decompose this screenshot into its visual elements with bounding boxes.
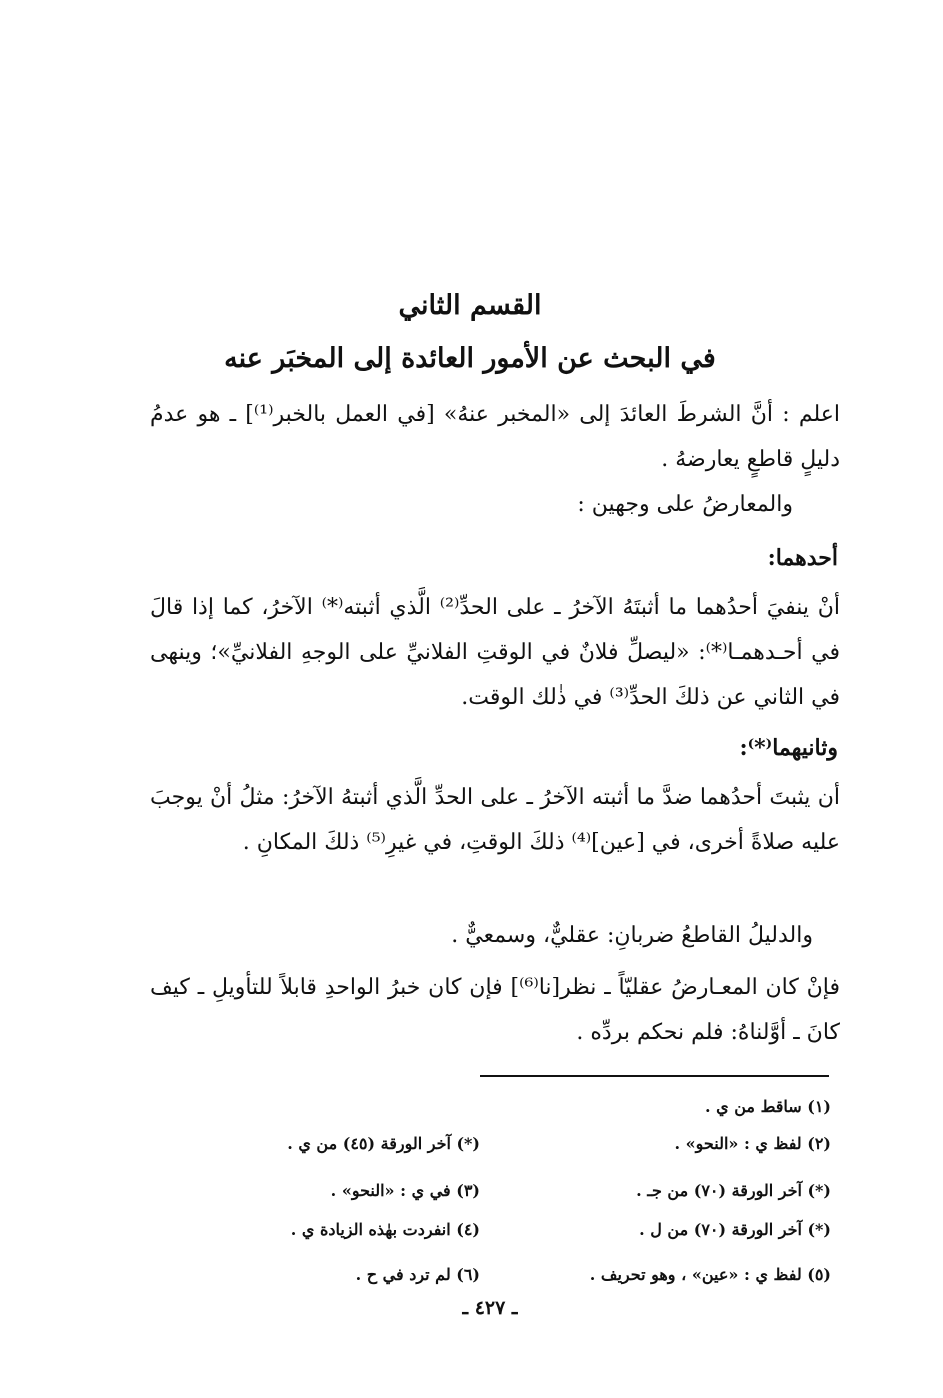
paragraph-2: والمعارضُ على وجهين : <box>577 492 793 517</box>
second-aspect-label: وثانيهما⁽*⁾: <box>739 735 838 761</box>
paragraph-1: اعلم : أنَّ الشرطَ العائدَ إلى «المخبر عنهُ» [في العمل بالخبر⁽¹⁾] ـ هو عدمُ دليلٍ قاطعٍ يعارضهُ . <box>150 402 840 472</box>
footnote-6: (٦) لم ترد في ح . <box>355 1265 480 1284</box>
chapter-title: في البحث عن الأمور العائدة إلى المخبَر عنه <box>224 343 716 374</box>
footnote-divider <box>480 1075 829 1077</box>
page-number: ـ ٤٢٧ ـ <box>462 1297 518 1319</box>
footnote-2: (٢) لفظ ي : «النحو» . <box>674 1134 831 1153</box>
paragraph-3: أنْ ينفيَ أحدُهما ما أثبتَهُ الآخرُ ـ على الحدِّ⁽²⁾ الَّذي أثبته⁽*⁾ الآخرُ، كما إذا قالَ في أحـدهمـا⁽*⁾: «ليصلِّ فلانٌ في الوقتِ الفلانيِّ على الوجهِ الفلانيِّ»؛ وينهى في الثاني عن ذلكَ الحدِّ⁽³⁾ في ذٰلك الوقت. <box>150 595 840 710</box>
footnote-3: (٣) في ي : «النحو» . <box>330 1181 480 1200</box>
paragraph-6: فإنْ كان المعـارضُ عقليّاً ـ نظر[نا⁽⁶⁾] فإن كان خبرُ الواحدِ قابلاً للتأويلِ ـ كيف كانَ ـ أوَّلناهُ: فلم نحكم بردِّه . <box>150 975 841 1045</box>
footnote-5: (٥) لفظ ي : «عين» ، وهو تحريف . <box>589 1265 831 1284</box>
footnote-star-1: (*) آخر الورقة (٤٥) من ي . <box>287 1134 480 1153</box>
section-heading: القسم الثاني <box>398 290 542 321</box>
paragraph-4: أن يثبتَ أحدُهما ضدَّ ما أثبته الآخرُ ـ على الحدِّ الَّذي أثبتهُ الآخرُ: مثلُ أنْ يوجبَ عليه صلاةً أخرى، في [عين]⁽⁴⁾ ذلكَ الوقتِ، في غيرِ⁽⁵⁾ ذلكَ المكانِ . <box>150 785 840 855</box>
first-aspect-label: أحدهما: <box>767 545 838 571</box>
footnote-star-3: (*) آخر الورقة (٧٠) من ل . <box>639 1220 831 1239</box>
footnote-4: (٤) انفردت بهٰذه الزيادة ي . <box>290 1220 480 1239</box>
paragraph-5: والدليلُ القاطعُ ضربانِ: عقليٌّ، وسمعيٌّ . <box>451 923 813 948</box>
footnote-star-2: (*) آخر الورقة (٧٠) من جـ . <box>636 1181 831 1200</box>
footnote-1: (١) ساقط من ي . <box>705 1097 831 1116</box>
